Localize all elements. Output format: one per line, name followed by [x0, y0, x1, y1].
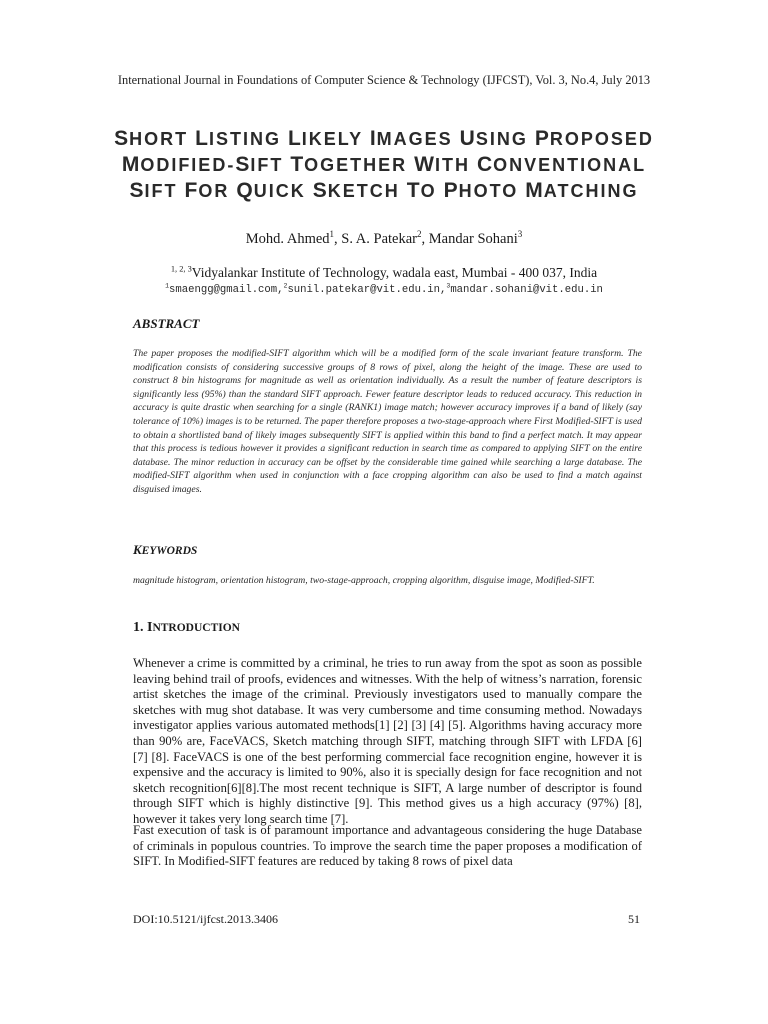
title-word-initial: P	[443, 179, 459, 202]
author-2: S. A. Patekar$^2$,	[341, 229, 429, 247]
footer-doi: DOI:10.5121/ijfcst.2013.3406	[133, 912, 278, 926]
abstract-heading: ABSTRACT	[133, 316, 200, 331]
title-word-initial: S	[114, 127, 130, 150]
title-word-rest: KETCH	[327, 181, 407, 201]
email-list	[0, 284, 768, 296]
title-word-initial: L	[287, 127, 302, 150]
email-3[interactable]: $^3$mandar.sohani@vit.edu.in	[446, 282, 603, 296]
title-word-rest: ODIFIED-	[140, 155, 236, 175]
title-word-initial: F	[184, 179, 199, 202]
title-word-initial: S	[235, 153, 251, 176]
email-1[interactable]: $^1$smaengg@gmail.com,	[165, 282, 284, 296]
title-word-rest: IFT	[250, 155, 291, 175]
keywords-text: magnitude histogram, orientation histogram, two-stage-approach, cropping algorithm, disguise image, Modified-SIFT.	[133, 575, 595, 586]
introduction-heading: 1. INTRODUCTION	[133, 620, 240, 635]
keywords-heading: KEYWORDS	[133, 542, 198, 557]
title-word-rest: ONVENTIONAL	[493, 155, 647, 175]
running-header: International Journal in Foundations of Computer Science & Technology (IJFCST), Vol. 3, No.4, July 2013	[117, 73, 651, 87]
title-word-rest: MAGES	[376, 129, 460, 149]
title-word-rest: ROPOSED	[549, 129, 654, 149]
title-word-rest: OR	[198, 181, 237, 201]
title-line-2	[110, 152, 658, 178]
title-word-initial: T	[406, 179, 421, 202]
title-word-initial: S	[312, 179, 328, 202]
author-1: Mohd. Ahmed$^1$,	[245, 229, 342, 247]
title-word-rest: HOTO	[458, 181, 526, 201]
title-word-initial: U	[459, 127, 476, 150]
title-word-initial: P	[534, 127, 550, 150]
title-line-1	[110, 126, 658, 152]
title-word-rest: OGETHER	[304, 155, 415, 175]
title-word-initial: L	[195, 127, 209, 150]
author-list	[0, 231, 768, 248]
abstract-text: The paper proposes the modified-SIFT algorithm which will be a modified form of the scale invariant feature transform. The modification consists of considering successive groups of 8 rows of pixel, along the height of the image. These are used to construct 8 bin histograms for magnitude as well as orientation individually. As a result the number of feature descriptors is significantly less (95%) than the standard SIFT approach. Fewer feature descriptor leads to reduced accuracy. This reduction in accuracy is quite drastic when searching for a single (RANK1) image match; however accuracy improves if a band of likely (say tolerance of 10%) images is to be returned. The paper therefore proposes a two-stage-approach where First Modified-SIFT is used to obtain a shortlisted band of likely images subsequently SIFT is applied within this band to find a perfect match. It may appear that this process is tedious however it provides a significant reduction in search time as compared to applying SIFT on the entire database. The minor reduction in accuracy can be offset by the considerable time gained while searching a large database. The modified-SIFT algorithm when used in conjunction with a face cropping algorithm can also be used to find a match against disguised images.	[133, 348, 642, 495]
title-word-rest: ITH	[435, 155, 477, 175]
title-word-rest: O	[420, 181, 444, 201]
title-word-rest: SING	[475, 129, 535, 149]
intro-paragraph-2: Fast execution of task is of paramount importance and advantageous considering the huge Database of criminals in populous countries. To improve the search time the paper proposes a modification of SIFT. In Modified-SIFT features are reduced by taking 8 rows of pixel data	[133, 823, 642, 869]
title-line-3	[110, 178, 658, 204]
page-number: 51	[628, 912, 640, 926]
intro-paragraph-1: Whenever a crime is committed by a criminal, he tries to run away from the spot as soon as possible leaving behind trail of proofs, evidences and witnesses. With the help of witness’s narration, forensic artist sketches the image of the criminal. Previously investigators used to manually compare the sketches with mug shot database. It was very cumbersome and time consuming method. Nowadays investigator applies various automated methods[1] [2] [3] [4] [5]. Algorithms having accuracy more than 90% are, FaceVACS, Sketch matching through SIFT, matching through SIFT with LFDA [6] [7] [8]. FaceVACS is one of the best performing commercial face recognition engine, however it is expensive and the accuracy is limited to 90%, also it is specially design for face recognition and not sketch recognition[6][8].The most recent technique is SIFT, A large number of descriptor is found through SIFT which is highly distinctive [9]. This method gives us a high accuracy (97%) [8], however it takes very long search time [7].	[133, 656, 642, 826]
title-word-initial: T	[290, 153, 305, 176]
title-word-rest: IFT	[144, 181, 185, 201]
author-3: Mandar Sohani$^3$	[428, 229, 523, 247]
title-word-rest: UICK	[253, 181, 313, 201]
title-word-rest: ATCHING	[543, 181, 639, 201]
title-word-initial: M	[525, 179, 544, 202]
title-word-initial: I	[369, 127, 377, 150]
title-word-initial: C	[477, 153, 494, 176]
title-word-rest: IKELY	[301, 129, 370, 149]
title-word-rest: ISTING	[208, 129, 288, 149]
title-word-initial: S	[129, 179, 145, 202]
title-word-initial: M	[121, 153, 141, 176]
affiliation: $^{1, 2, 3}$Vidyalankar Institute of Technology, wadala east, Mumbai - 400 037, India	[170, 264, 598, 280]
email-2[interactable]: $^2$sunil.patekar@vit.edu.in,	[283, 282, 447, 296]
title-word-initial: W	[414, 153, 435, 176]
title-word-initial: Q	[236, 179, 254, 202]
paper-title	[110, 126, 658, 204]
title-word-rest: HORT	[129, 129, 196, 149]
